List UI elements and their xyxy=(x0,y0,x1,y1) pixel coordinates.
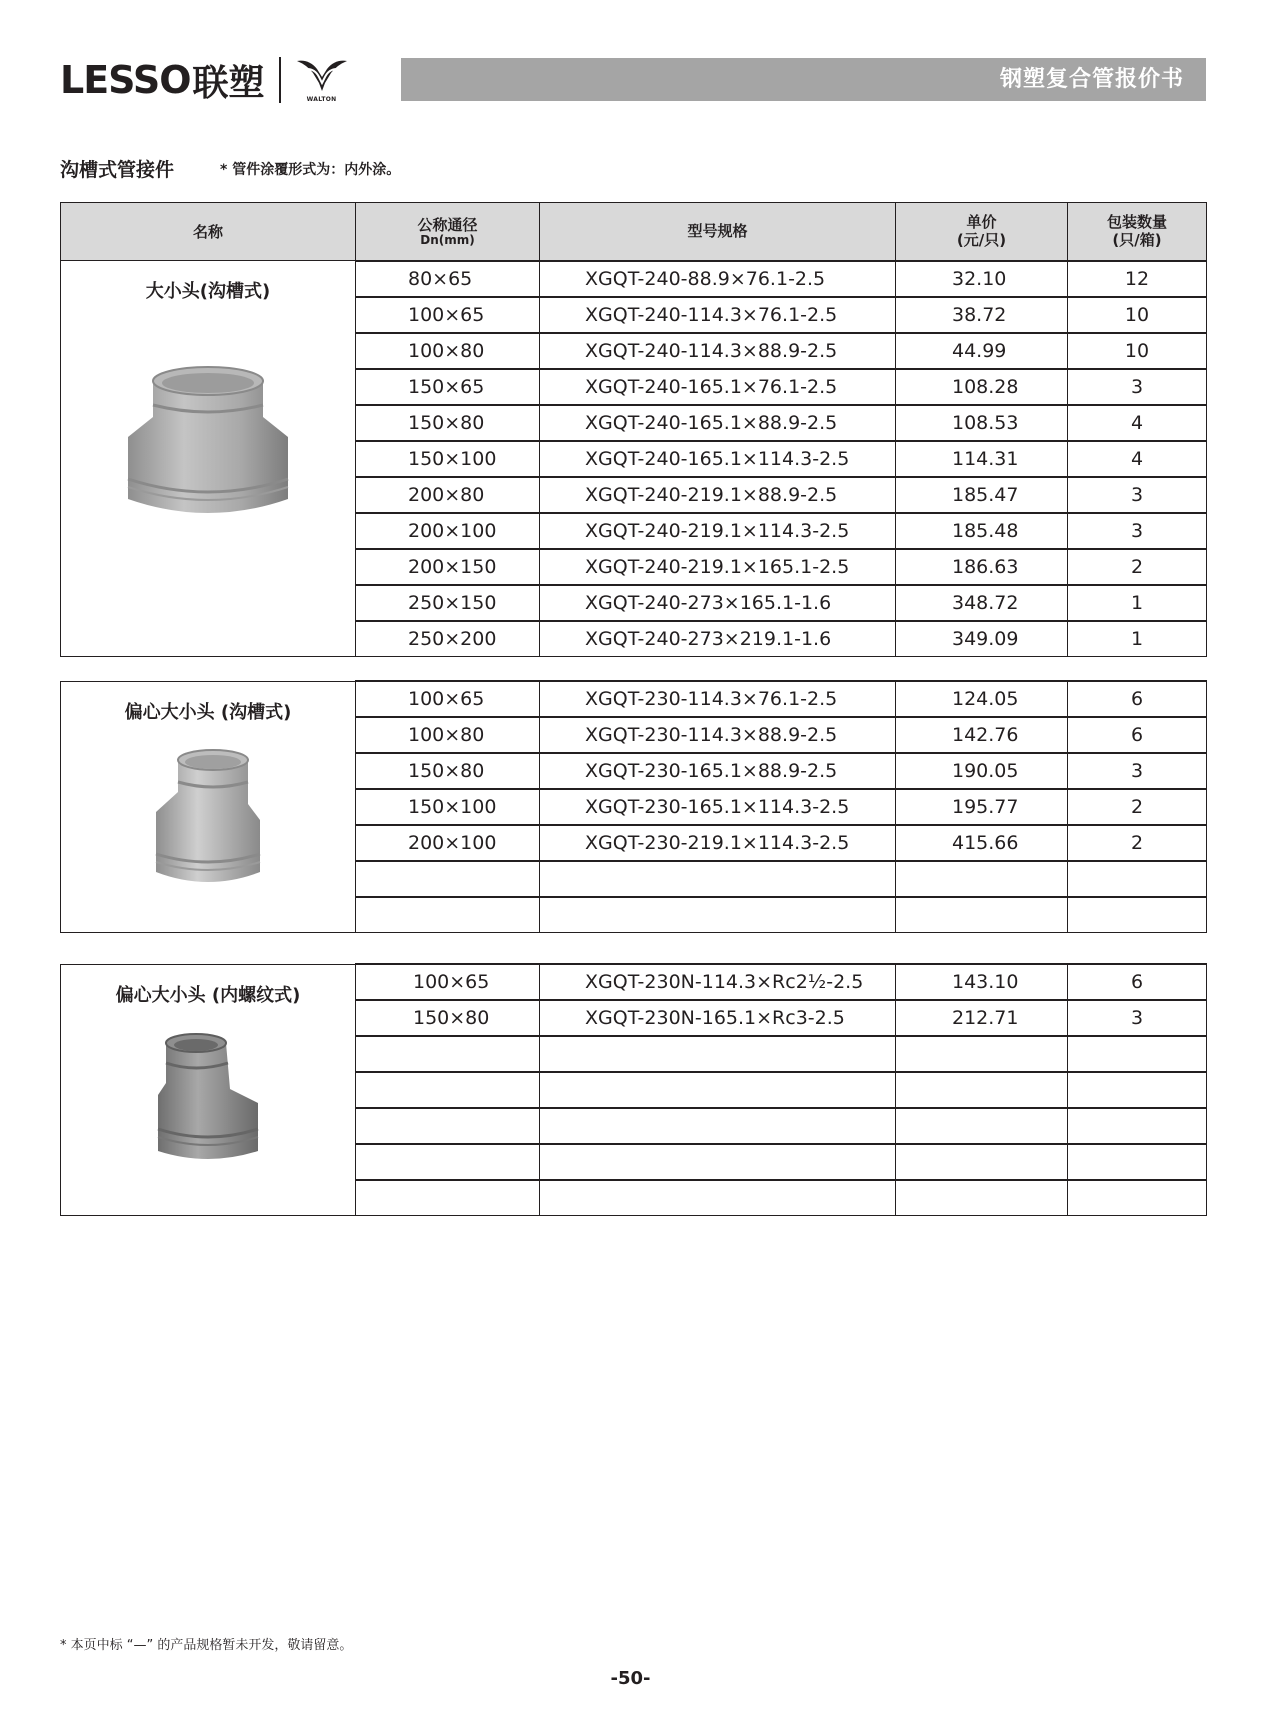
qty-cell: 1 xyxy=(1068,585,1207,621)
dn-cell: 200×100 xyxy=(356,825,540,861)
model-cell: XGQT-240-273×165.1-1.6 xyxy=(540,585,896,621)
brand-logo xyxy=(60,54,353,106)
footnote: * 本页中标 “—” 的产品规格暂未开发，敬请留意。 xyxy=(60,1638,353,1653)
dn-cell: 100×65 xyxy=(356,964,540,1000)
price-cell: 348.72 xyxy=(896,585,1068,621)
model-cell: XGQT-240-165.1×88.9-2.5 xyxy=(540,405,896,441)
dn-cell: 100×65 xyxy=(356,681,540,717)
qty-cell: 4 xyxy=(1068,405,1207,441)
dn-cell xyxy=(356,861,540,897)
price-cell: 142.76 xyxy=(896,717,1068,753)
price-cell: 108.28 xyxy=(896,369,1068,405)
dn-cell: 80×65 xyxy=(356,261,540,297)
qty-cell: 1 xyxy=(1068,621,1207,657)
price-cell xyxy=(896,1072,1068,1108)
walton-emblem-icon xyxy=(295,57,349,95)
price-table-reducer xyxy=(60,202,1207,657)
coating-note: * 管件涂覆形式为：内外涂。 xyxy=(220,162,401,178)
dn-cell xyxy=(356,1036,540,1072)
qty-cell xyxy=(1068,1036,1207,1072)
dn-cell: 150×65 xyxy=(356,369,540,405)
price-cell xyxy=(896,897,1068,933)
dn-cell xyxy=(356,1180,540,1216)
header-qty: 包装数量 (只/箱) xyxy=(1068,203,1207,261)
qty-cell: 4 xyxy=(1068,441,1207,477)
logo-chinese: 联塑 xyxy=(192,62,265,104)
qty-cell: 10 xyxy=(1068,333,1207,369)
eccentric-reducer-grooved-image xyxy=(148,742,268,892)
qty-cell xyxy=(1068,1144,1207,1180)
model-cell: XGQT-240-114.3×76.1-2.5 xyxy=(540,297,896,333)
qty-cell xyxy=(1068,861,1207,897)
qty-cell: 6 xyxy=(1068,964,1207,1000)
page-number: -50- xyxy=(610,1668,651,1689)
model-cell xyxy=(540,897,896,933)
price-cell: 415.66 xyxy=(896,825,1068,861)
model-cell xyxy=(540,1036,896,1072)
document-title: 钢塑复合管报价书 xyxy=(999,67,1184,92)
price-table-eccentric-threaded xyxy=(60,963,1207,1216)
walton-wordmark: WALTON xyxy=(306,96,337,103)
dn-cell: 150×80 xyxy=(356,753,540,789)
price-cell xyxy=(896,1036,1068,1072)
price-cell: 349.09 xyxy=(896,621,1068,657)
model-cell xyxy=(540,1108,896,1144)
price-cell: 190.05 xyxy=(896,753,1068,789)
model-cell xyxy=(540,1180,896,1216)
model-cell: XGQT-230-219.1×114.3-2.5 xyxy=(540,825,896,861)
qty-cell: 3 xyxy=(1068,753,1207,789)
product-name-cell xyxy=(61,261,356,657)
dn-cell: 150×80 xyxy=(356,405,540,441)
product-name: 大小头(沟槽式) xyxy=(145,281,271,302)
qty-cell: 2 xyxy=(1068,825,1207,861)
qty-cell: 2 xyxy=(1068,549,1207,585)
product-name-cell xyxy=(61,681,356,933)
dn-cell: 100×80 xyxy=(356,717,540,753)
price-cell: 108.53 xyxy=(896,405,1068,441)
qty-cell: 3 xyxy=(1068,1000,1207,1036)
price-cell: 143.10 xyxy=(896,964,1068,1000)
dn-cell xyxy=(356,1108,540,1144)
qty-cell: 2 xyxy=(1068,789,1207,825)
qty-cell xyxy=(1068,897,1207,933)
qty-cell: 12 xyxy=(1068,261,1207,297)
model-cell: XGQT-230-165.1×88.9-2.5 xyxy=(540,753,896,789)
dn-cell: 200×80 xyxy=(356,477,540,513)
table-row xyxy=(61,964,1207,1000)
model-cell: XGQT-230-114.3×76.1-2.5 xyxy=(540,681,896,717)
price-cell: 212.71 xyxy=(896,1000,1068,1036)
dn-cell: 100×65 xyxy=(356,297,540,333)
model-cell xyxy=(540,1072,896,1108)
dn-cell: 150×100 xyxy=(356,441,540,477)
price-cell: 195.77 xyxy=(896,789,1068,825)
price-cell xyxy=(896,1108,1068,1144)
model-cell: XGQT-240-114.3×88.9-2.5 xyxy=(540,333,896,369)
dn-cell: 250×200 xyxy=(356,621,540,657)
dn-cell xyxy=(356,897,540,933)
header-price: 单价 (元/只) xyxy=(896,203,1068,261)
model-cell: XGQT-230-165.1×114.3-2.5 xyxy=(540,789,896,825)
concentric-reducer-image xyxy=(123,359,293,529)
price-cell: 124.05 xyxy=(896,681,1068,717)
header-dn: 公称通径 Dn(mm) xyxy=(356,203,540,261)
dn-cell: 250×150 xyxy=(356,585,540,621)
price-cell: 186.63 xyxy=(896,549,1068,585)
price-cell: 185.47 xyxy=(896,477,1068,513)
qty-cell xyxy=(1068,1072,1207,1108)
qty-cell: 6 xyxy=(1068,717,1207,753)
eccentric-reducer-threaded-image xyxy=(148,1029,268,1169)
price-table-eccentric-grooved xyxy=(60,680,1207,933)
qty-cell: 3 xyxy=(1068,369,1207,405)
product-name: 偏心大小头 (内螺纹式) xyxy=(115,984,301,1006)
price-cell xyxy=(896,1144,1068,1180)
qty-cell: 3 xyxy=(1068,477,1207,513)
product-name: 偏心大小头 (沟槽式) xyxy=(124,701,292,723)
price-cell: 38.72 xyxy=(896,297,1068,333)
qty-cell xyxy=(1068,1180,1207,1216)
qty-cell: 3 xyxy=(1068,513,1207,549)
model-cell: XGQT-240-273×219.1-1.6 xyxy=(540,621,896,657)
price-cell xyxy=(896,1180,1068,1216)
model-cell: XGQT-230N-114.3×Rc2½-2.5 xyxy=(540,964,896,1000)
qty-cell xyxy=(1068,1108,1207,1144)
dn-cell xyxy=(356,1072,540,1108)
product-name-cell xyxy=(61,964,356,1216)
model-cell: XGQT-230-114.3×88.9-2.5 xyxy=(540,717,896,753)
price-cell: 114.31 xyxy=(896,441,1068,477)
table-row xyxy=(61,681,1207,717)
price-cell: 32.10 xyxy=(896,261,1068,297)
model-cell: XGQT-240-165.1×76.1-2.5 xyxy=(540,369,896,405)
dn-cell: 200×100 xyxy=(356,513,540,549)
header-name: 名称 xyxy=(61,203,356,261)
dn-cell: 150×100 xyxy=(356,789,540,825)
model-cell: XGQT-240-219.1×165.1-2.5 xyxy=(540,549,896,585)
header-title-bar xyxy=(401,58,1206,101)
model-cell: XGQT-240-219.1×114.3-2.5 xyxy=(540,513,896,549)
qty-cell: 6 xyxy=(1068,681,1207,717)
model-cell: XGQT-240-165.1×114.3-2.5 xyxy=(540,441,896,477)
logo-lesso: LESSO xyxy=(60,58,191,102)
walton-logo xyxy=(291,57,353,103)
dn-cell xyxy=(356,1144,540,1180)
model-cell: XGQT-240-88.9×76.1-2.5 xyxy=(540,261,896,297)
section-title: 沟槽式管接件 xyxy=(60,159,175,181)
model-cell: XGQT-240-219.1×88.9-2.5 xyxy=(540,477,896,513)
model-cell xyxy=(540,1144,896,1180)
dn-cell: 100×80 xyxy=(356,333,540,369)
price-cell: 44.99 xyxy=(896,333,1068,369)
header-model: 型号规格 xyxy=(540,203,896,261)
dn-cell: 150×80 xyxy=(356,1000,540,1036)
price-cell: 185.48 xyxy=(896,513,1068,549)
logo-divider xyxy=(279,57,281,103)
qty-cell: 10 xyxy=(1068,297,1207,333)
model-cell: XGQT-230N-165.1×Rc3-2.5 xyxy=(540,1000,896,1036)
table-row xyxy=(61,261,1207,297)
dn-cell: 200×150 xyxy=(356,549,540,585)
model-cell xyxy=(540,861,896,897)
table-header-row xyxy=(61,203,1207,261)
price-cell xyxy=(896,861,1068,897)
